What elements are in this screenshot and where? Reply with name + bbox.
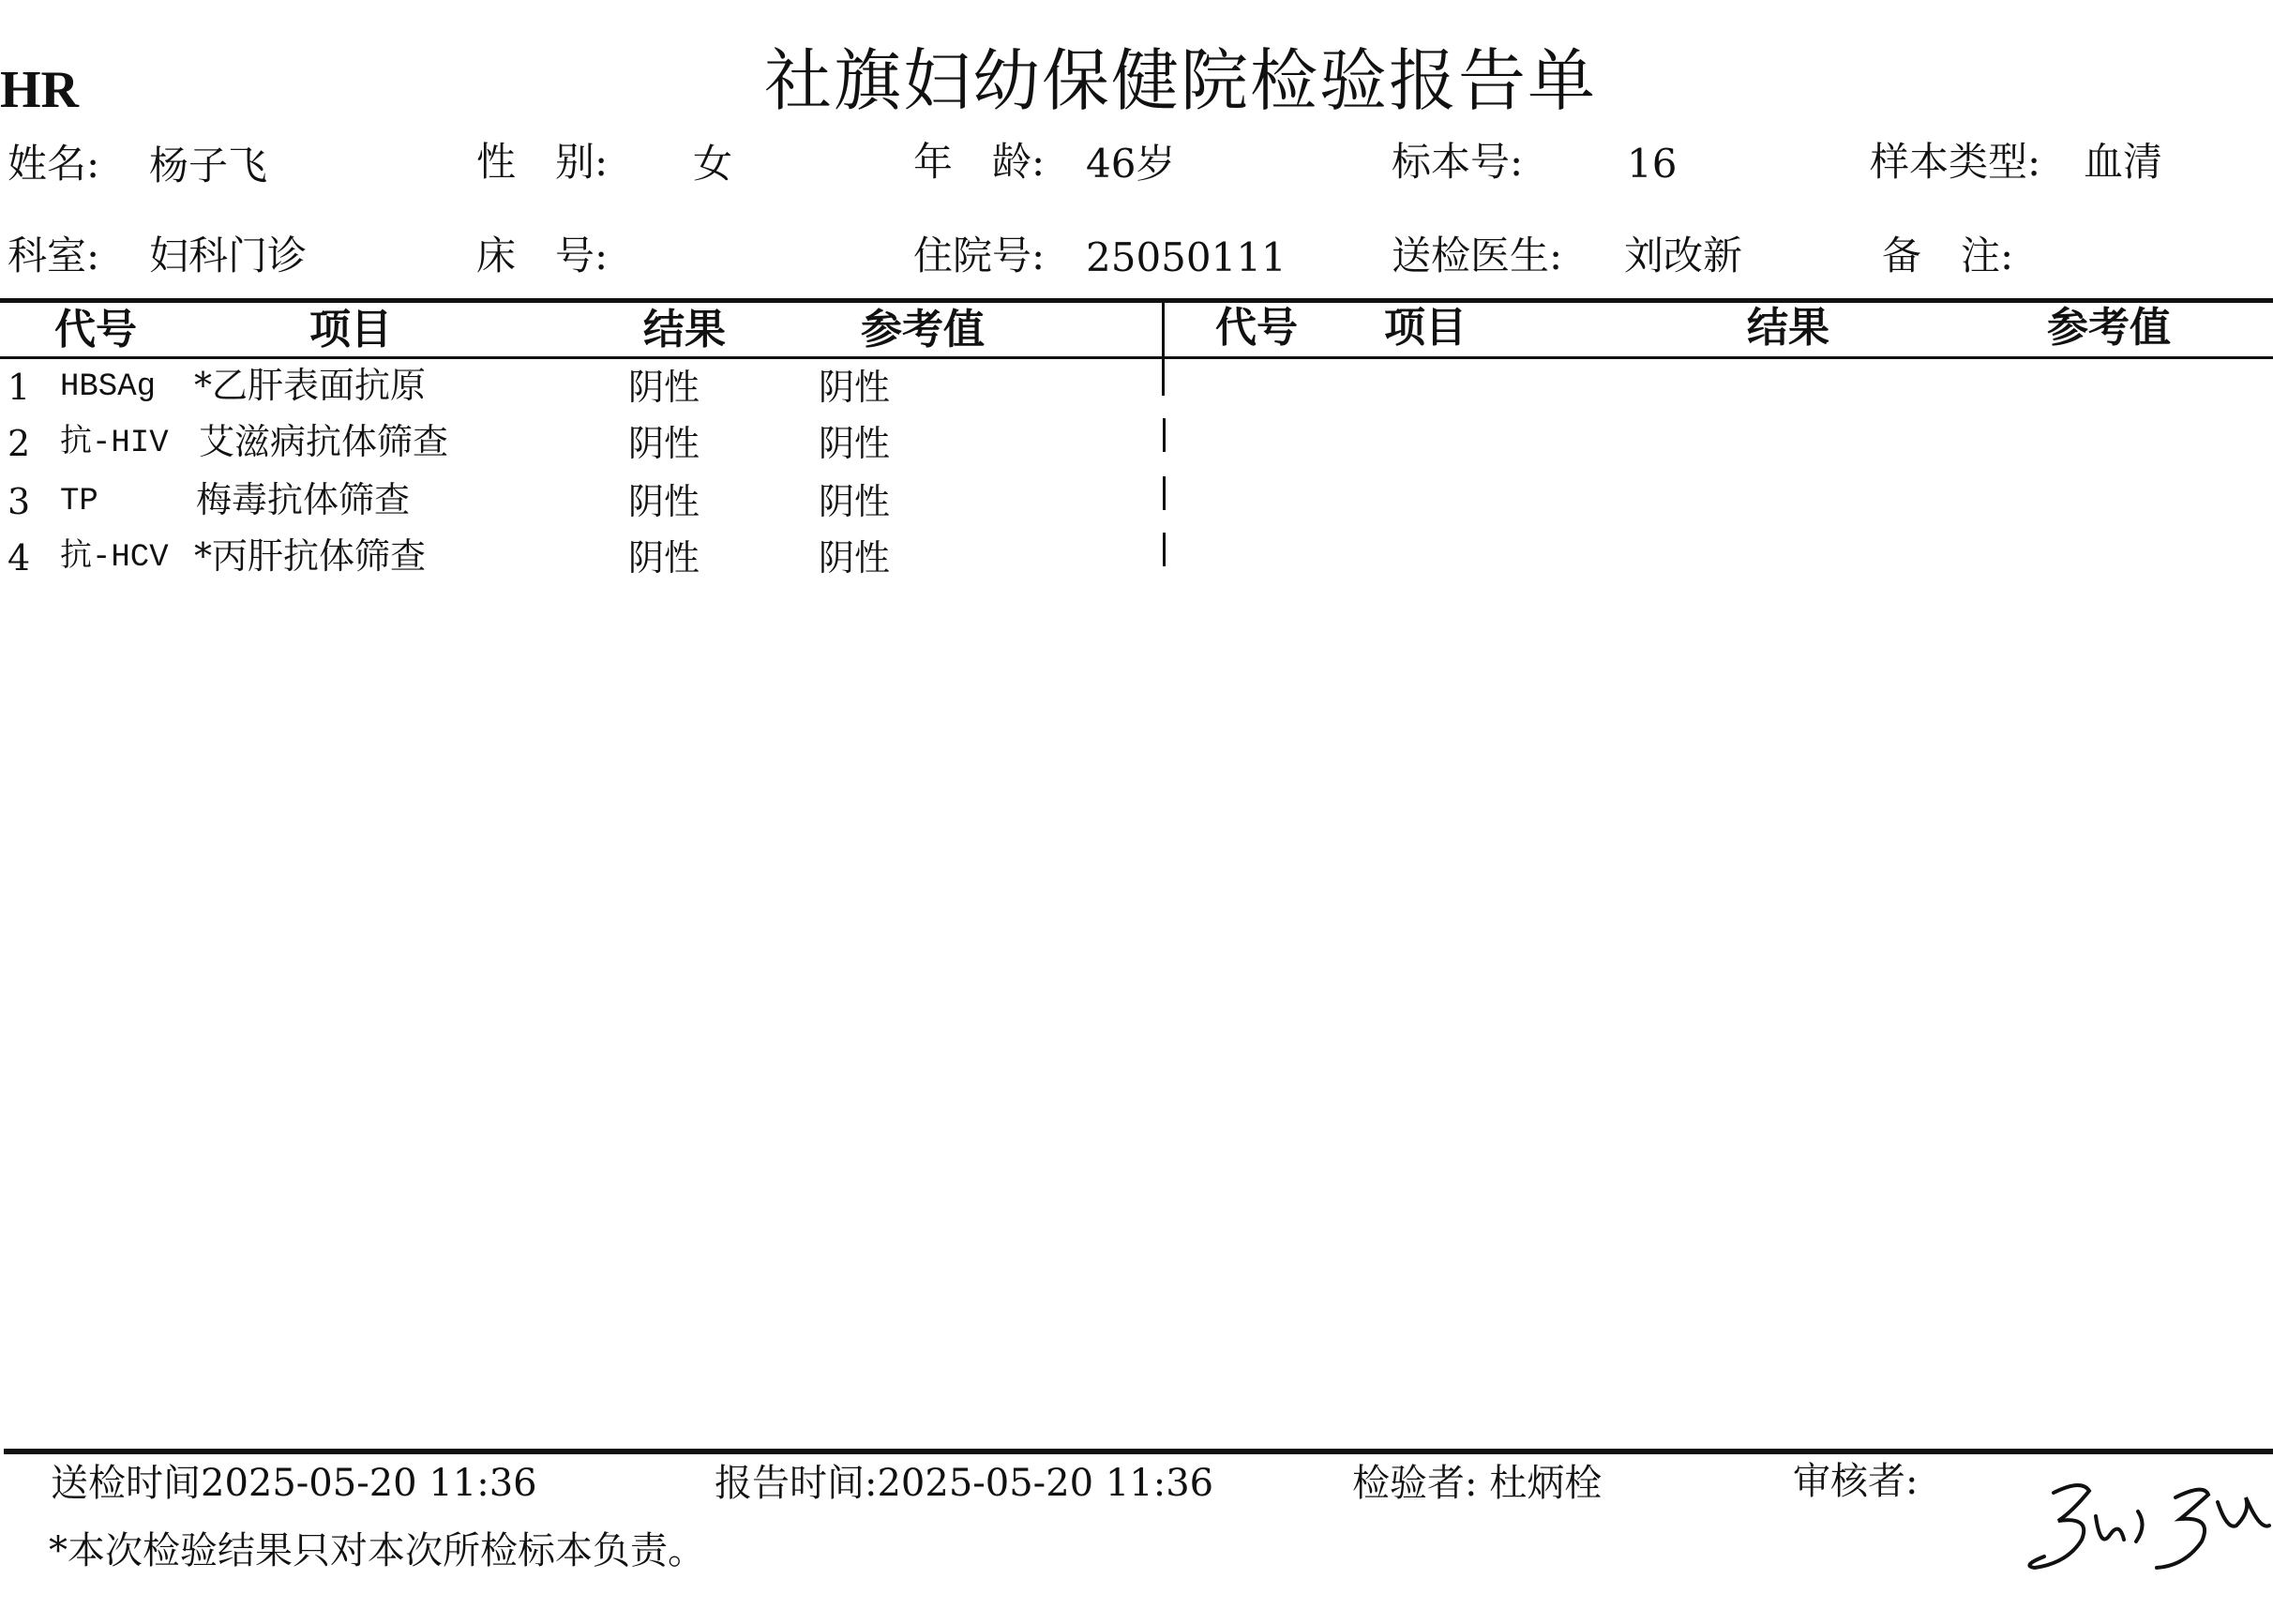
inpatient-no: 25050111: [1086, 234, 1287, 280]
row-index: 4: [8, 537, 31, 579]
row-index: 1: [8, 367, 31, 408]
footer-rule: [4, 1449, 2273, 1454]
dept: 妇科门诊: [149, 233, 308, 278]
row-reference: 阴性: [819, 423, 891, 464]
page-title: 社旗妇幼保健院检验报告单: [764, 41, 1598, 120]
logo-text: HR: [0, 61, 79, 119]
patient-age: 46岁: [1086, 141, 1176, 187]
inpatient-no-label: 住院号:: [913, 233, 1046, 278]
submit-time: 送检时间2025-05-20 11:36: [51, 1462, 537, 1505]
row-item: *丙肝抗体筛查: [194, 535, 427, 577]
reviewer-label: 审核者:: [1793, 1460, 1919, 1503]
bed-label: 床 号:: [476, 233, 609, 278]
doctor: 刘改新: [1624, 233, 1743, 278]
row-index: 2: [8, 423, 31, 464]
dept-label: 科室:: [8, 233, 100, 278]
row-code: 抗-HCV: [60, 540, 169, 576]
patient-sex: 女: [693, 141, 733, 187]
reviewer-signature: [2016, 1474, 2273, 1577]
row-code: HBSAg: [60, 369, 157, 405]
sample-type-label: 样本类型:: [1870, 139, 2041, 185]
row-result: 阴性: [628, 367, 700, 408]
header-item: 项目: [309, 306, 392, 353]
specimen-no-label: 标本号:: [1392, 139, 1524, 185]
header-result: 结果: [643, 306, 726, 353]
patient-name: 杨子飞: [149, 143, 268, 188]
row-reference: 阴性: [819, 367, 891, 408]
disclaimer-note: *本次检验结果只对本次所检标本负责。: [49, 1529, 705, 1572]
tester: 检验者: 杜炳栓: [1352, 1462, 1603, 1505]
row-reference: 阴性: [819, 537, 891, 579]
column-divider-segment: [1163, 533, 1166, 566]
row-result: 阴性: [628, 537, 700, 579]
age-label: 年 龄:: [913, 139, 1046, 185]
header-reference-right: 参考值: [2047, 304, 2171, 352]
column-divider: [1162, 302, 1165, 396]
row-code: TP: [60, 484, 98, 519]
column-divider-segment: [1163, 418, 1166, 452]
doctor-label: 送检医生:: [1392, 233, 1563, 278]
row-reference: 阴性: [819, 481, 891, 522]
report-time: 报告时间:2025-05-20 11:36: [715, 1462, 1214, 1505]
sample-type: 血清: [2084, 139, 2163, 185]
sex-label: 性 别:: [476, 139, 609, 185]
column-divider-segment: [1163, 476, 1166, 510]
header-item-right: 项目: [1384, 304, 1467, 352]
header-result-right: 结果: [1747, 304, 1829, 352]
header-reference: 参考值: [861, 306, 985, 353]
table-header-rule: [0, 356, 2273, 359]
row-result: 阴性: [628, 481, 700, 522]
remark-label: 备 注:: [1882, 233, 2014, 278]
row-item: 梅毒抗体筛查: [196, 479, 411, 520]
row-item: 艾滋病抗体筛查: [199, 421, 449, 462]
table-top-rule: [0, 298, 2273, 303]
row-code: 抗-HIV: [60, 426, 169, 461]
row-item: *乙肝表面抗原: [194, 365, 427, 406]
specimen-no: 16: [1627, 141, 1678, 187]
header-code-right: 代号: [1215, 304, 1298, 352]
name-label: 姓名:: [8, 141, 100, 187]
header-code: 代号: [54, 306, 137, 353]
row-index: 3: [8, 481, 31, 522]
row-result: 阴性: [628, 423, 700, 464]
